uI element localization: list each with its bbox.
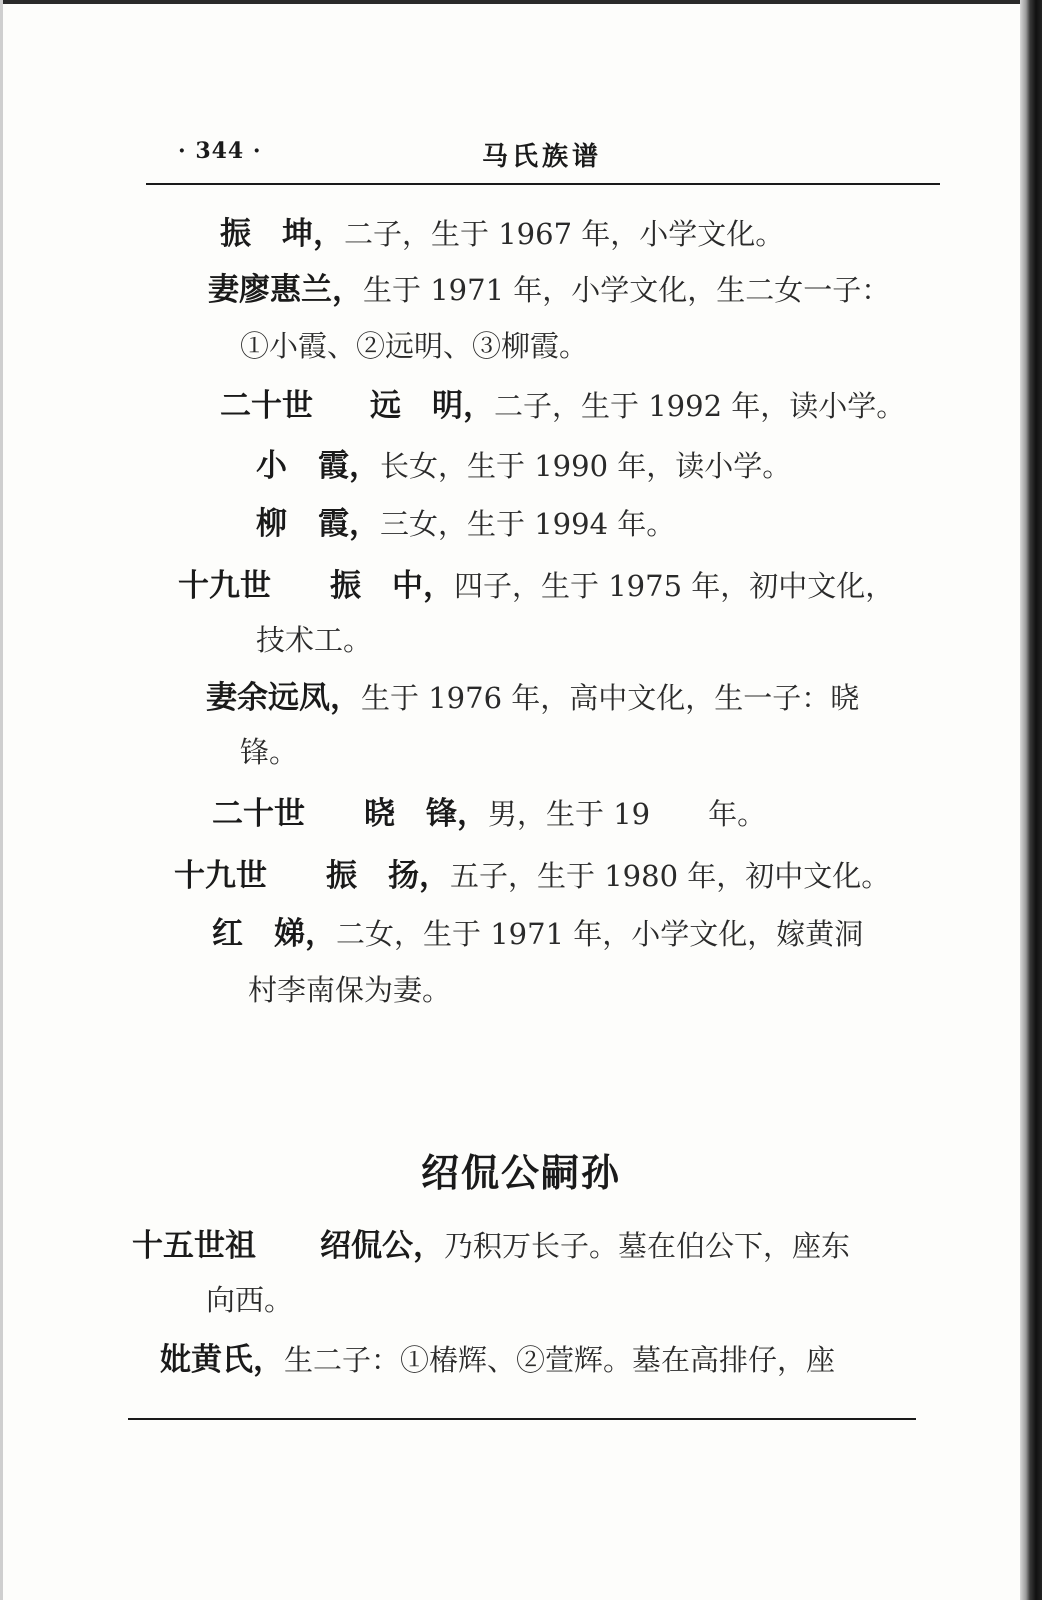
entry-text: 长女，生于 1990 年，读小学。 bbox=[380, 449, 792, 483]
scan-edge-top bbox=[0, 0, 1042, 4]
entry-text: 乃积万长子。墓在伯公下，座东 bbox=[444, 1229, 851, 1263]
page-header bbox=[146, 132, 940, 182]
entry-text: 锋。 bbox=[240, 735, 299, 769]
entry-line bbox=[248, 970, 451, 1010]
entry-line bbox=[220, 214, 784, 254]
entry-text: 五子，生于 1980 年，初中文化。 bbox=[450, 859, 891, 893]
entry-text: 四子，生于 1975 年，初中文化， bbox=[454, 569, 895, 603]
generation-label: 十九世 bbox=[178, 568, 271, 604]
person-name: 振 坤， bbox=[220, 216, 344, 252]
person-name: 小 霞， bbox=[256, 448, 380, 484]
entry-text: 村李南保为妻。 bbox=[248, 973, 452, 1007]
entry-line bbox=[206, 1280, 293, 1320]
person-name: 红 娣， bbox=[212, 916, 336, 952]
entry-line bbox=[240, 732, 298, 772]
generation-label: 十九世 bbox=[174, 858, 267, 894]
entry-text: 技术工。 bbox=[256, 623, 373, 657]
entry-line bbox=[240, 326, 588, 366]
entry-text: ①小霞、②远明、③柳霞。 bbox=[240, 329, 589, 363]
person-name: 振 中， bbox=[330, 568, 454, 604]
entry-text: 生二子：①椿辉、②萱辉。墓在高排仔，座 bbox=[284, 1343, 836, 1377]
entry-text: 三女，生于 1994 年。 bbox=[380, 507, 676, 541]
entry-text: 二子，生于 1992 年，读小学。 bbox=[494, 389, 906, 423]
generation-label: 二十世 bbox=[220, 388, 313, 424]
person-name: 妻廖惠兰， bbox=[208, 272, 363, 308]
person-name: 妻余远凤， bbox=[206, 680, 361, 716]
entry-text: 二女，生于 1971 年，小学文化，嫁黄洞 bbox=[336, 917, 864, 951]
entry-line bbox=[208, 270, 890, 310]
footer-rule bbox=[128, 1418, 916, 1420]
generation-label: 十五世祖 bbox=[132, 1228, 256, 1264]
entry-text: 二子，生于 1967 年，小学文化。 bbox=[344, 217, 785, 251]
entry-text: 男，生于 19 年。 bbox=[488, 797, 767, 831]
book-title: 马氏族谱 bbox=[482, 142, 603, 172]
section-title: 绍侃公嗣孙 bbox=[420, 1151, 621, 1195]
scan-edge-left bbox=[0, 0, 3, 1600]
header-rule bbox=[146, 183, 940, 185]
entry-line bbox=[256, 446, 791, 486]
entry-line bbox=[256, 504, 675, 544]
person-name: 妣黄氏， bbox=[160, 1342, 284, 1378]
person-name: 绍侃公， bbox=[320, 1228, 444, 1264]
entry-line bbox=[212, 794, 766, 834]
generation-label: 二十世 bbox=[212, 796, 305, 832]
entry-text: 向西。 bbox=[206, 1283, 294, 1317]
person-name: 柳 霞， bbox=[256, 506, 380, 542]
entry-line bbox=[256, 620, 372, 660]
person-name: 远 明， bbox=[370, 388, 494, 424]
entry-text: 生于 1971 年，小学文化，生二女一子： bbox=[363, 273, 891, 307]
entry-line bbox=[174, 856, 890, 896]
person-name: 振 扬， bbox=[326, 858, 450, 894]
entry-line bbox=[132, 1226, 850, 1266]
entry-line bbox=[206, 678, 859, 718]
entry-line bbox=[160, 1340, 835, 1380]
entry-text: 生于 1976 年，高中文化，生一子：晓 bbox=[361, 681, 860, 715]
entry-line bbox=[178, 566, 894, 606]
entry-line bbox=[212, 914, 863, 954]
scan-edge-right bbox=[1020, 0, 1042, 1600]
person-name: 晓 锋， bbox=[364, 796, 488, 832]
page-number: · 344 · bbox=[178, 138, 262, 164]
entry-line bbox=[220, 386, 905, 426]
